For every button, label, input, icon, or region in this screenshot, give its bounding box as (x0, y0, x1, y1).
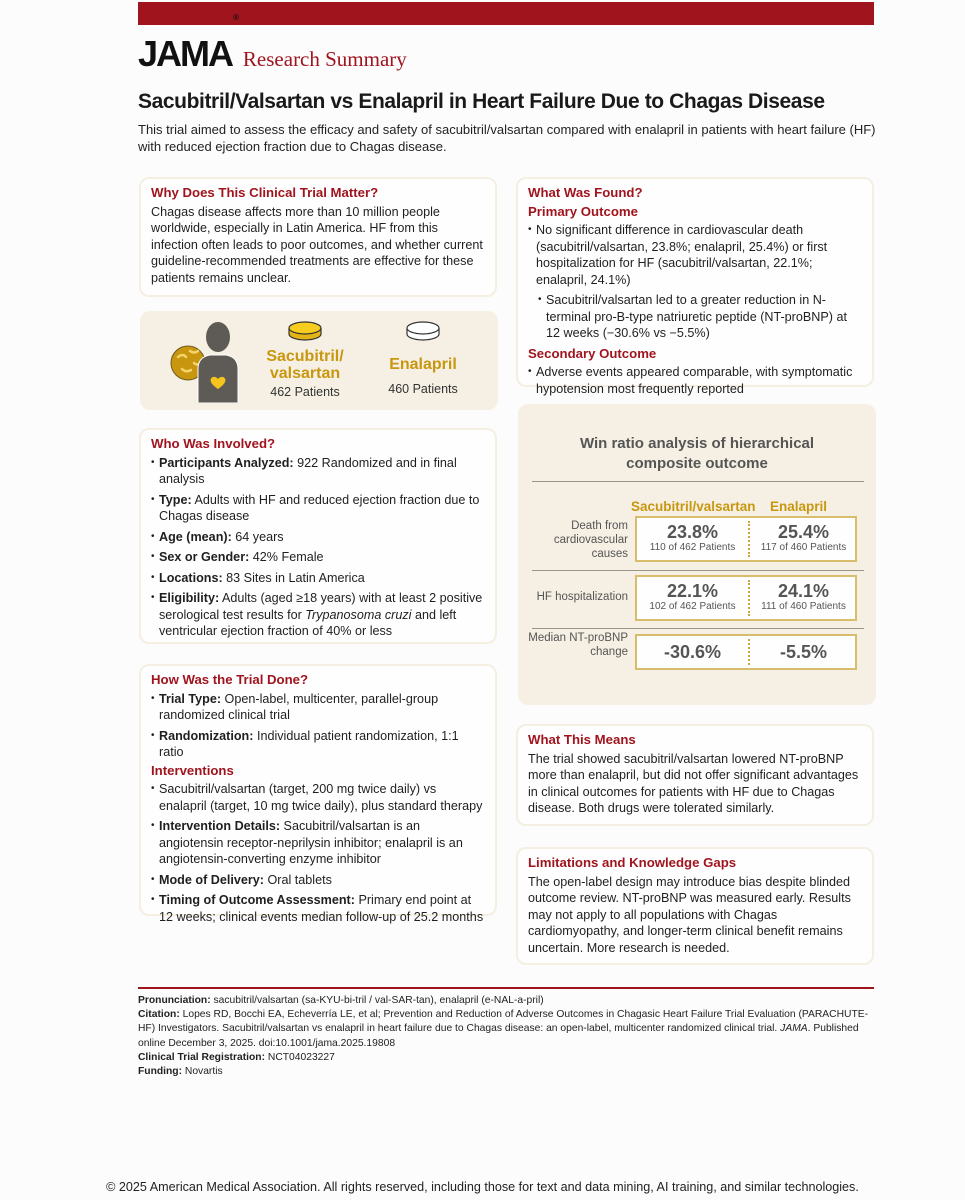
count: 111 of 460 Patients (761, 601, 846, 612)
value: 25.4% (777, 522, 830, 542)
who-card (139, 428, 497, 644)
why-body: Chagas disease affects more than 10 million people worldwide, especially in Latin America. HF from this infection often leads to poor outcomes, and whether current guideline-recommended treatments are effective for these patients remains unclear. (151, 204, 483, 285)
col-header-enalapril: Enalapril (770, 499, 828, 514)
footer-divider (138, 987, 874, 989)
list-item: • Sacubitril/valsartan led to a greater reduction in N-terminal pro-B-type natriuretic peptide (NT-proBNP) at 12 weeks (−30.6% vs −5.5%) (538, 292, 862, 342)
who-list (151, 455, 485, 640)
list-item: • Intervention Details: Sacubitril/valsartan is an angiotensin receptor-neprilysin inhibitor; enalapril is an angiotensin-converting enzyme inhibitor (151, 818, 485, 868)
value: -30.6% (663, 642, 722, 662)
how-card (139, 664, 497, 924)
list-item: • Participants Analyzed: 922 Randomized and in final analysis (151, 455, 485, 488)
list-item: • Type: Adults with HF and reduced ejection fraction due to Chagas disease (151, 492, 485, 525)
list-item: • Locations: 83 Sites in Latin America (151, 570, 485, 587)
win-ratio-title: Win ratio analysis of hierarchical composite outcome (579, 435, 815, 472)
row-ntprobnp (635, 634, 857, 670)
arm-a-patients: 462 Patients (270, 385, 340, 399)
why-heading: Why Does This Clinical Trial Matter? (151, 185, 379, 200)
arm-b-name: Enalapril (389, 356, 457, 373)
page-subtitle: This trial aimed to assess the efficacy and safety of sacubitril/valsartan compared with enalapril in patients with heart failure (HF) with reduced ejection fraction due to Chagas disease. (138, 122, 876, 154)
list-item: • Eligibility: Adults (aged ≥18 years) with at least 2 positive serological test results for Trypanosoma cruzi and left ventricular ejection fraction of 40% or less (151, 590, 485, 640)
arm-sacubitril-valsartan (260, 319, 350, 399)
interventions-list (151, 781, 485, 925)
value: 22.1% (666, 581, 719, 601)
treatment-arms-panel (140, 311, 498, 410)
arm-enalapril (378, 319, 468, 396)
means-card (516, 724, 874, 826)
secondary-outcome-heading: Secondary Outcome (528, 345, 657, 361)
value: 24.1% (777, 581, 830, 601)
means-heading: What This Means (528, 732, 636, 747)
row-cv-death (635, 516, 857, 562)
col-header-sacubitril: Sacubitril/valsartan (631, 499, 756, 514)
win-ratio-panel (518, 404, 876, 705)
value: 23.8% (666, 522, 719, 542)
divider (532, 481, 864, 482)
arm-b-patients: 460 Patients (388, 382, 458, 396)
interventions-heading: Interventions (151, 762, 234, 778)
list-item: • Trial Type: Open-label, multicenter, parallel-group randomized clinical trial (151, 691, 485, 724)
count: 102 of 462 Patients (649, 601, 736, 612)
yellow-pill-icon (287, 319, 323, 343)
row-label-ntprobnp: Median NT-proBNP change (528, 632, 628, 658)
how-list (151, 691, 485, 761)
copyright: © 2025 American Medical Association. All rights reserved, including those for text and data mining, AI training, and similar technologies. (106, 1180, 859, 1194)
found-heading: What Was Found? (528, 185, 643, 200)
row-hf-hosp (635, 575, 857, 621)
page-title: Sacubitril/Valsartan vs Enalapril in Heart Failure Due to Chagas Disease (138, 90, 825, 113)
secondary-outcome-list (528, 364, 862, 397)
patient-with-heart-and-parasite-icon (168, 319, 248, 403)
list-item: • Age (mean): 64 years (151, 529, 485, 546)
top-accent-bar (138, 2, 874, 25)
trial-registration: Clinical Trial Registration: NCT04023227 (138, 1051, 335, 1063)
primary-outcome-heading: Primary Outcome (528, 203, 638, 219)
section-label: Research Summary (242, 47, 407, 71)
means-body: The trial showed sacubitril/valsartan lowered NT-proBNP more than enalapril, but did not offer significant advantages in clinical outcomes for patients with HF due to Chagas disease. Both drugs were tolerated similarly. (528, 751, 859, 815)
row-label-cv-death: Death from cardiovascular causes (553, 520, 628, 560)
divider (532, 628, 864, 629)
how-heading: How Was the Trial Done? (151, 672, 309, 687)
list-item: • Sex or Gender: 42% Female (151, 549, 485, 566)
list-item: • Sacubitril/valsartan (target, 200 mg twice daily) vs enalapril (target, 10 mg twice daily), plus standard therapy (151, 781, 485, 814)
found-card (516, 177, 874, 396)
limitations-card (516, 847, 874, 965)
white-pill-icon (405, 319, 441, 343)
brand-header (138, 13, 407, 74)
primary-outcome-list (528, 222, 862, 342)
who-heading: Who Was Involved? (151, 436, 276, 451)
list-item: • No significant difference in cardiovascular death (sacubitril/valsartan, 23.8%; enalapril, 25.4%) or first hospitalization for HF (sacubitril/valsartan, 22.1%; enalapril, 24.1%) (528, 222, 862, 288)
row-label-hf-hosp: HF hospitalization (536, 591, 628, 603)
jama-logo: JAMA® (138, 13, 237, 74)
count: 117 of 460 Patients (760, 542, 847, 553)
citation: Citation: Lopes RD, Bocchi EA, Echeverría LE, et al; Prevention and Reduction of Adverse Outcomes in Chagasic Heart Failure Trial Evaluation (PARACHUTE-HF) Investigators. Sacubitril/valsartan vs enalapril in heart failure due to Chagas disease: an open-label, multicenter randomized clinical trial. JAMA. Published online December 3, 2025. doi:10.1001/jama.2025.19808 (138, 1009, 869, 1049)
list-item: • Mode of Delivery: Oral tablets (151, 872, 485, 889)
divider (532, 570, 864, 571)
footer-notes (138, 994, 878, 1079)
list-item: • Randomization: Individual patient randomization, 1:1 ratio (151, 728, 485, 761)
list-item: • Timing of Outcome Assessment: Primary end point at 12 weeks; clinical events median follow-up of 25.2 months (151, 892, 485, 925)
funding: Funding: Novartis (138, 1066, 223, 1078)
limitations-body: The open-label design may introduce bias despite blinded outcome review. NT-proBNP was measured early. Results may not apply to all populations with Chagas cardiomyopathy, and longer-term clinical benefit remains uncertain. More research is needed. (528, 874, 851, 955)
limitations-heading: Limitations and Knowledge Gaps (528, 855, 737, 870)
why-card (139, 177, 497, 297)
pronunciation: Pronunciation: sacubitril/valsartan (sa-KYU-bi-tril / val-SAR-tan), enalapril (e-NAL-a-pril) (138, 995, 544, 1006)
count: 110 of 462 Patients (649, 542, 736, 553)
value: -5.5% (779, 642, 828, 662)
list-item: • Adverse events appeared comparable, with symptomatic hypotension most frequently reported (528, 364, 862, 397)
arm-a-name: Sacubitril/ valsartan (266, 348, 344, 382)
